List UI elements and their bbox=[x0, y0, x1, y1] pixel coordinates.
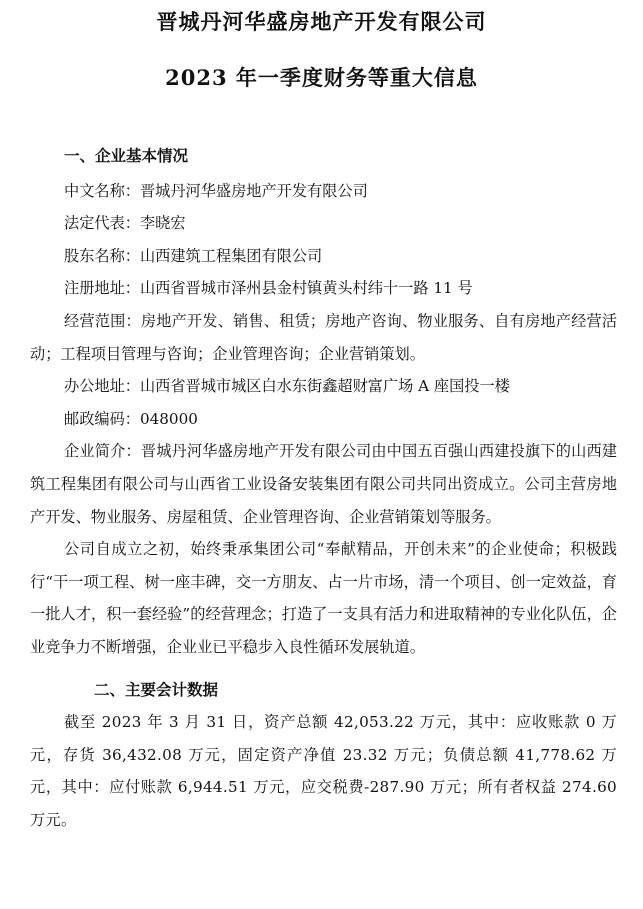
accounting-data-paragraph: 截至 2023 年 3 月 31 日，资产总额 42,053.22 万元，其中：应收账款 0 万元，存货 36,432.08 万元，固定资产净值 23.32 万元；负债总额 41,778.62 万元，其中：应付账款 6,944.51 万元，应交税费-287.90 万元；所有者权益 274.60 万元。 bbox=[30, 713, 617, 829]
office-address-label: 办公地址： bbox=[64, 377, 140, 396]
shareholder-label: 股东名称： bbox=[64, 246, 140, 265]
company-mission-paragraph: 公司自成立之初，始终秉承集团公司“奉献精品，开创未来”的企业使命；积极践行“干一项工程、树一座丰碑，交一方朋友、占一片市场，清一个项目、创一定效益，育一批人才，积一套经验”的经营理念；打造了一支具有活力和进取精神的专业化队伍，企业竞争力不断增强，企业业已平稳步入良性循环发展轨道。 bbox=[30, 540, 617, 656]
document-body bbox=[30, 140, 617, 836]
section-heading-basic-info: 一、企业基本情况 bbox=[64, 146, 189, 165]
postal-code-label: 邮政编码： bbox=[64, 409, 140, 428]
info-row-representative bbox=[30, 207, 617, 240]
name-label: 中文名称： bbox=[64, 181, 140, 200]
representative-label: 法定代表： bbox=[64, 214, 140, 233]
postal-code-value: 048000 bbox=[139, 409, 198, 428]
document-title: 晋城丹河华盛房地产开发有限公司 bbox=[156, 9, 487, 34]
info-row-name bbox=[30, 175, 617, 208]
business-scope-paragraph: 经营范围：房地产开发、销售、租赁；房地产咨询、物业服务、自有房地产经营活动；工程项目管理与咨询；企业管理咨询；企业营销策划。 bbox=[30, 311, 617, 363]
shareholder-value: 山西建筑工程集团有限公司 bbox=[139, 246, 323, 265]
company-intro-paragraph: 企业简介：晋城丹河华盛房地产开发有限公司由中国五百强山西建投旗下的山西建筑工程集团有限公司与山西省工业设备安装集团有限公司共同出资成立。公司主营房地产开发、物业服务、房屋租赁、企业管理咨询、企业营销策划等服务。 bbox=[30, 442, 617, 526]
name-value: 晋城丹河华盛房地产开发有限公司 bbox=[139, 181, 368, 200]
info-row-office-address bbox=[30, 370, 617, 403]
section-heading-accounting-data: 二、主要会计数据 bbox=[94, 679, 219, 699]
registered-address-value: 山西省晋城市泽州县金村镇黄头村纬十一路 11 号 bbox=[139, 279, 473, 298]
representative-value: 李晓宏 bbox=[139, 214, 186, 233]
info-row-registered-address bbox=[30, 272, 617, 305]
info-row-postal-code bbox=[30, 403, 617, 436]
info-row-shareholder bbox=[30, 240, 617, 273]
office-address-value: 山西省晋城市城区白水东街鑫超财富广场 A 座国投一楼 bbox=[139, 377, 510, 396]
document-subtitle: 2023 年一季度财务等重大信息 bbox=[165, 65, 478, 90]
registered-address-label: 注册地址： bbox=[64, 279, 140, 298]
